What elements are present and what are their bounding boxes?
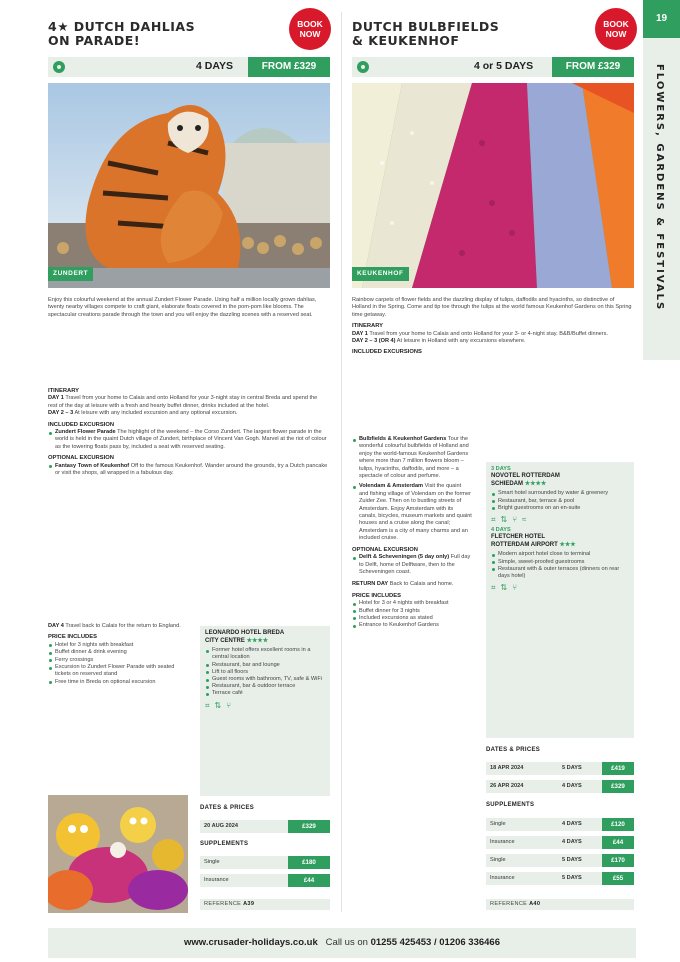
right-supp-row: Single 5 DAYS £170 xyxy=(486,854,634,867)
left-duration-bar xyxy=(48,57,330,77)
section-side-tab xyxy=(643,0,680,360)
wifi-icon: ⌗ xyxy=(491,515,496,524)
right-duration-bar xyxy=(352,57,634,77)
left-dates-heading: DATES & PRICES xyxy=(200,805,255,811)
right-photo-tulip-fields xyxy=(352,83,634,288)
right-supp-row: Insurance 5 DAYS £55 xyxy=(486,872,634,885)
wifi-icon: ⌗ xyxy=(205,700,210,710)
right-price[interactable]: FROM £329 xyxy=(552,57,634,77)
left-book-now-badge[interactable]: BOOK NOW xyxy=(289,8,331,50)
left-hotel-amenity-icons xyxy=(205,701,325,710)
left-date-row[interactable]: 20 AUG 2024 £329 xyxy=(200,820,330,833)
right-excursions: Bulbfields & Keukenhof Gardens Tour the wonderful colourful bulbfields of Holland and enjoy the world-famous Keukenhof Gardens where more than 7 million flowers bloom – tulips, hyacinths, daffodils, and more – a spectacle of colour and perfume. Volendam & Amsterdam Visit the quaint and fishing village of Volendam on the former Zuider Zee. Then on to bustling streets of Amsterdam. Enjoy Amsterdam with its canals, bicycles, museum markets and quaint houses and a cruise along the canal; Amsterdam is a city of many charms and an included cruise. OPTIONAL EXCURSION Delft & Scheveningen (5 day only) Full day to Delft, home of Delftware, then to the Scheveningen coast. RETURN DAY Back to Calais and home. PRICE INCLUDES Hotel for 3 or 4 nights with breakfast Buffet dinner for 3 nights Included excursions as stated Entrance to Keukenhof Gardens xyxy=(352,436,472,629)
right-optional-excursion-heading: OPTIONAL EXCURSION xyxy=(352,546,418,553)
right-supp-row: Single 4 DAYS £120 xyxy=(486,818,634,831)
location-pin-icon xyxy=(53,61,65,73)
right-hotel2-days: 4 DAYS xyxy=(491,527,511,533)
phone-numbers[interactable]: 01255 425453 / 01206 336466 xyxy=(370,937,500,948)
left-day4-and-includes: DAY 4 Travel back to Calais for the return to England. PRICE INCLUDES Hotel for 3 nights with breakfast Buffet dinner & drink evening Ferry crossings Excursion to Zundert Flower Parade with seated tickets on reserved stand Free time in Breda on optional excursion xyxy=(48,623,188,686)
lift-icon: ⇅ xyxy=(214,700,222,710)
left-supp-row: Insurance £44 xyxy=(200,874,330,887)
location-pin-icon xyxy=(357,61,369,73)
lift-icon: ⇅ xyxy=(500,583,508,593)
left-price-includes-list: Hotel for 3 nights with breakfast Buffet dinner & drink evening Ferry crossings Excursion to Zundert Flower Parade with seated tickets on reserved stand Free time in Breda on optional excursion xyxy=(48,642,188,686)
right-itinerary-heading: ITINERARY xyxy=(352,323,384,330)
right-title: DUTCH BULBFIELDS & KEUKENHOF xyxy=(352,19,500,48)
footer-contact-bar xyxy=(48,928,636,958)
right-included-excursions-heading: INCLUDED EXCURSIONS xyxy=(352,349,422,356)
left-price[interactable]: FROM £329 xyxy=(248,57,330,77)
right-intro-and-itinerary: Rainbow carpets of flower fields and the dazzling display of tulips, daffodils and hyacinths, so distinctive of Holland in the Spring. Come and tip toe through the tulips at the world famous Keukenhof Gardens on this Spring time getaway. ITINERARY DAY 1 Travel from your home to Calais and onto Holland for your 3- or 4-night stay. B&B/Buffet dinners. DAY 2 – 3 (OR 4) At leisure in Holland with any excursions elsewhere. INCLUDED EXCURSIONS xyxy=(352,297,634,357)
right-book-now-badge[interactable]: BOOK NOW xyxy=(595,8,637,50)
left-itinerary-heading: ITINERARY xyxy=(48,388,80,394)
right-hotels-box: 3 DAYS NOVOTEL ROTTERDAM SCHIEDAM ★★★★ Smart hotel surrounded by water & greenery Restaurant, bar, terrace & pool Bright guestrooms on an en-suite ⌗ ⇅ ⑂ ≈ 4 DAYS FLETCHER HOTEL ROTTERDAM AIRPORT ★★★ Modern airport hotel close to terminal Simple, sweet-proofed guestrooms Restaurant with & outer terraces (dinners on rear days hotel) ⌗ ⇅ ⑂ xyxy=(486,462,634,738)
right-date-row[interactable]: 18 APR 2024 5 DAYS £419 xyxy=(486,762,634,775)
right-dates-heading: DATES & PRICES xyxy=(486,747,541,753)
left-reference: REFERENCE A39 xyxy=(200,899,330,910)
right-price-includes-list: Hotel for 3 or 4 nights with breakfast Buffet dinner for 3 nights Included excursions as stated Entrance to Keukenhof Gardens xyxy=(352,600,472,630)
left-photo-tag: ZUNDERT xyxy=(48,267,93,281)
left-hotel-box: LEONARDO HOTEL BREDA CITY CENTRE ★★★★ Former hotel offers excellent rooms in a central location Restaurant, bar and lounge Lift to all floors Guest rooms with bathroom, TV, safe & WiFi Restaurant, bar & outdoor terrace Terrace café ⌗ ⇅ ⑂ xyxy=(200,626,330,796)
right-supplements-heading: SUPPLEMENTS xyxy=(486,802,535,808)
left-supplements-heading: SUPPLEMENTS xyxy=(200,841,249,847)
left-itinerary: ITINERARY DAY 1 Travel from your home to Calais and onto Holland for your 3-night stay in central Breda and spend the rest of the day at leisure with a fresh and hearty buffet dinner, drinks included at the hotel. DAY 2 – 3 At leisure with any included excursion and any optional excursion. INCLUDED EXCURSION Zundert Flower Parade The highlight of the weekend – the Corso Zundert. The largest flower parade in the world is held in the quaint Dutch village of Zundert, birthplace of Vincent Van Gogh. Marvel at the riot of colour as the towering floats pass by, included a seat with reserved seating. OPTIONAL EXCURSION Fantasy Town of Keukenhof Off to the famous Keukenhof. Wander around the grounds, try a Dutch pancake or visit the shops, all wrapped in a fabulous day. xyxy=(48,388,328,477)
right-supp-row: Insurance 4 DAYS £44 xyxy=(486,836,634,849)
left-intro: Enjoy this colourful weekend at the annual Zundert Flower Parade. Using half a million locally grown dahlias, twenty nearby villages compete to craft giant, elaborate floats covered in the pom-pom like blooms. The spectacular creations parade through the town and you will enjoy the dazzling scenes with a reserved seat. xyxy=(48,297,317,318)
right-reference: REFERENCE A40 xyxy=(486,899,634,910)
left-title: 4★ DUTCH DAHLIAS ON PARADE! xyxy=(48,19,196,48)
call-label: Call us on xyxy=(325,937,368,948)
left-supp-row: Single £180 xyxy=(200,856,330,869)
column-divider xyxy=(341,12,342,912)
left-included-excursion-heading: INCLUDED EXCURSION xyxy=(48,421,115,428)
page-number: 19 xyxy=(643,0,680,38)
section-title: FLOWERS, GARDENS & FESTIVALS xyxy=(654,64,665,312)
left-optional-excursion-heading: OPTIONAL EXCURSION xyxy=(48,455,114,462)
lift-icon: ⇅ xyxy=(500,515,508,524)
right-hotel2-amenity-icons xyxy=(491,583,629,592)
restaurant-icon: ⑂ xyxy=(512,515,518,524)
right-date-row[interactable]: 26 APR 2024 4 DAYS £329 xyxy=(486,780,634,793)
left-photo-flower-figures xyxy=(48,795,188,913)
restaurant-icon: ⑂ xyxy=(226,700,232,710)
wifi-icon: ⌗ xyxy=(491,583,496,593)
right-hotel1-days: 3 DAYS xyxy=(491,466,511,472)
right-hotel1-amenity-icons xyxy=(491,515,629,524)
right-photo-tag: KEUKENHOF xyxy=(352,267,409,281)
right-price-includes-heading: PRICE INCLUDES xyxy=(352,592,401,599)
pool-icon: ≈ xyxy=(522,515,527,524)
restaurant-icon: ⑂ xyxy=(512,583,518,593)
left-photo-tiger-float xyxy=(48,83,330,288)
right-days: 4 or 5 DAYS xyxy=(474,60,534,72)
left-days: 4 DAYS xyxy=(196,60,233,72)
website-link[interactable]: www.crusader-holidays.co.uk xyxy=(184,937,318,948)
left-price-includes-heading: PRICE INCLUDES xyxy=(48,634,97,641)
